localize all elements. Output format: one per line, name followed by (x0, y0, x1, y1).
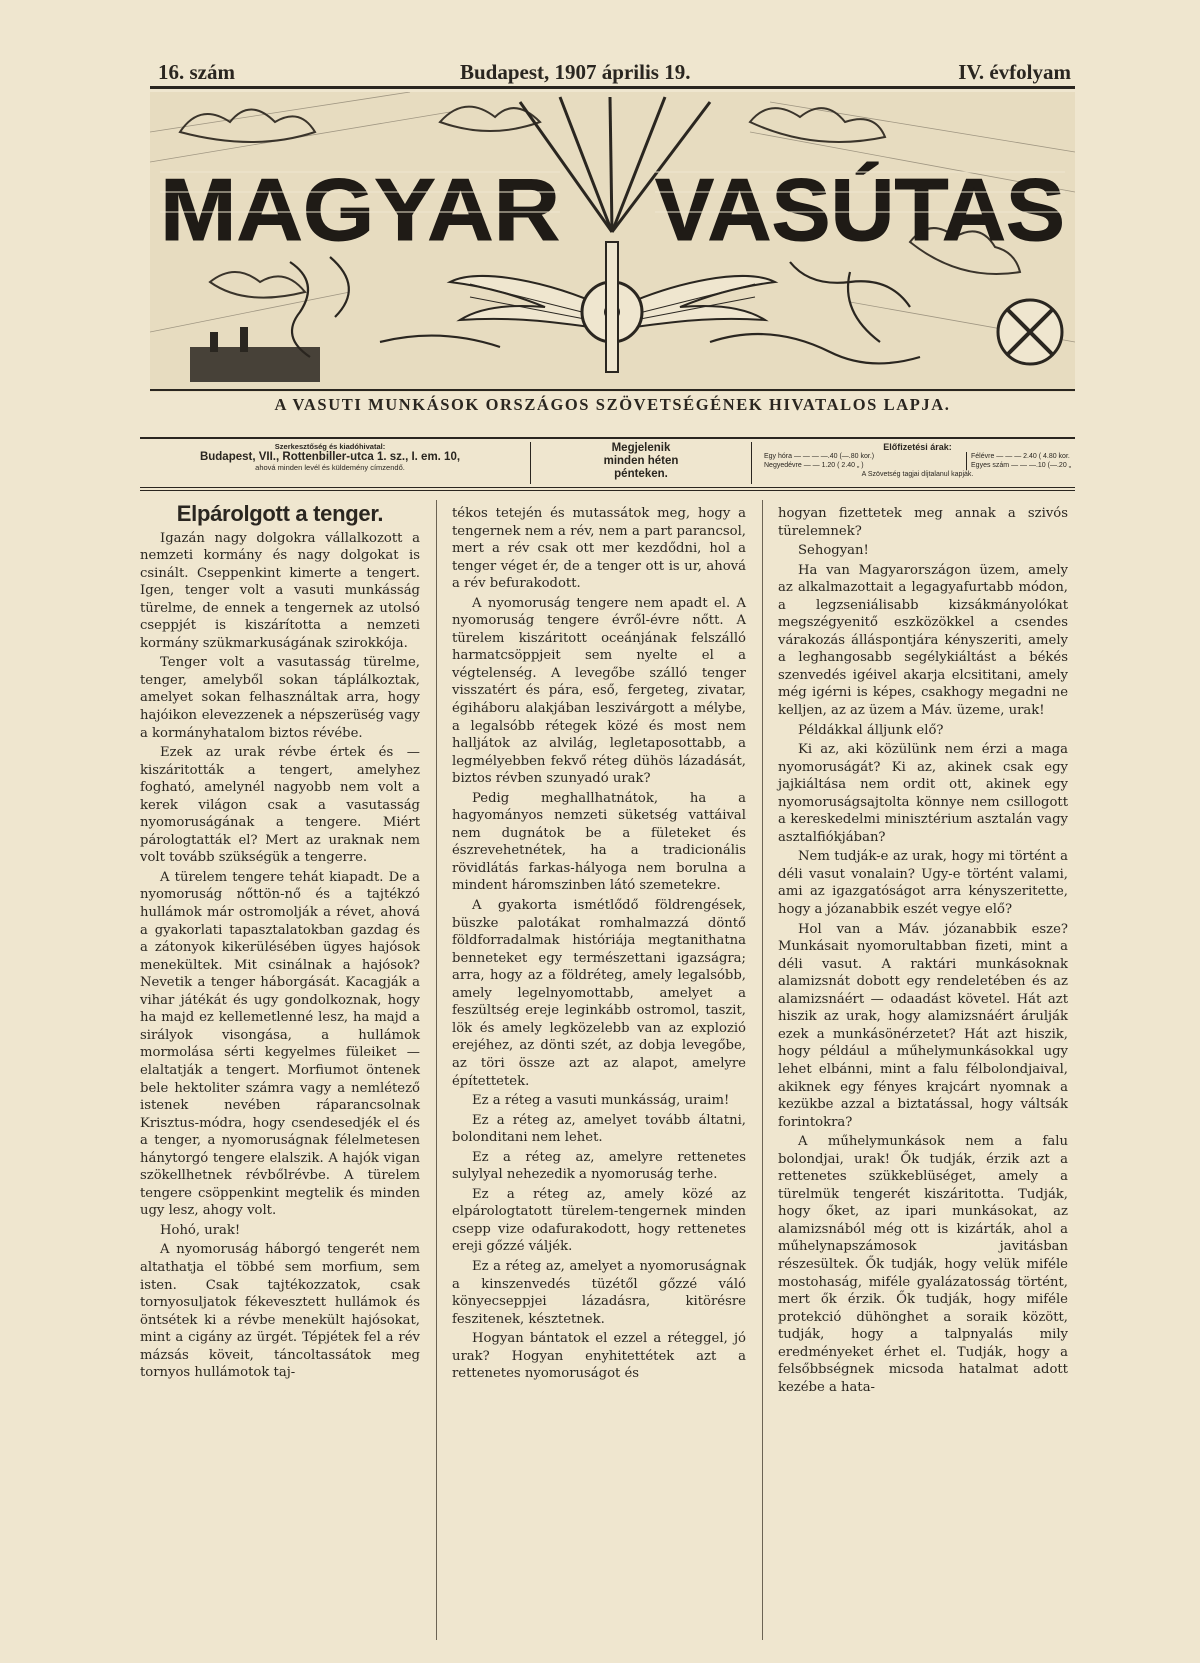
paragraph: Ezek az urak révbe értek és — kiszáritották a tengert, amelyhez fogható, amelynél nagyobb nem volt a kerek világon csak a vasutasság nyomoruságának a tengere. Miért párologtatták el? Mert az uraknak nem volt tovább szükségük a tengerre. (140, 745, 420, 866)
address-note: ahová minden levél és küldemény címzendő. (255, 463, 405, 472)
appears-line-2: minden héten (603, 455, 679, 467)
paragraph: Nem tudják-e az urak, hogy mi történt a déli vasut vonalain? Ugy-e történt valami, ami az igazgatóságot arra kényszeritette, hogy a józanabbik eszét vegye elő? (778, 849, 1068, 918)
prices-note: A Szövetség tagjai díjtalanul kapják. (861, 471, 974, 478)
paragraph: Tenger volt a vasutasság türelme, tenger, amelyből sokan táplálkoztak, amelyet sokan felhasználtak arra, hogy hajóikon elevezzenek a népszerüség vagy a kormányhatalom biztos révébe. (140, 655, 420, 741)
paragraph: Ez a réteg az, amely közé az elpárologtatott türelem-tengernek minden csepp vize odafurakodott, hogy rettenetes ereji gőzzé váljék. (452, 1186, 746, 1255)
article-title: Elpárolgott a tenger. (176, 501, 384, 526)
subscription-prices (760, 442, 1075, 479)
issue-header-line (150, 60, 1075, 89)
paragraph: Ha van Magyarországon üzem, amely az alkalmazottait a legagyafurtabb módon, a legzseniálisabb kizsákmányolókat megszégyenitő eszközökkel a csendes várakozás álláspontjára kényszeriti, amely a leghangosabb segélykiáltást a békés szenvedés igéivel akarja elcsititani, amely még igérni is képes, csakhogy megadni ne kelljen, az az üzem a Máv. üzeme, urak! (778, 562, 1068, 719)
article-column-2 (452, 505, 746, 1385)
paragraph: tékos tetején és mutassátok meg, hogy a tengernek nem a rév, nem a part parancsol, mert a rév csak ott mer kezdődni, hol a tenger véget ér, de a tenger ott is ur, ahová a rév befurakodott. (452, 506, 746, 592)
masthead-title-left: MAGYAR (160, 160, 560, 259)
price-half-year: Félévre — — — 2.40 ( 4.80 kor. (971, 453, 1070, 460)
paragraph: A gyakorta ismétlődő földrengések, büszke palotákat romhalmazzá döntő földforradalmak históriája megtanithatna benneteket egy természettani igazságra; arra, hogy az a földréteg, amely legalsóbb, amely legelnyomottabb, amelyet a feszültség ereje leginkább ostromol, taszit, lök és amely legközelebb van az explozió erejéhez, az dönti szét, az dobja levegőbe, az töri össze azt az alapot, amelyre építettetek. (452, 898, 746, 1089)
masthead-artwork (150, 92, 1075, 392)
paragraph: Ki az, aki közülünk nem érzi a maga nyomoruságát? Ki az, akinek csak egy jajkiáltása nem ordit ott, akinek egy nyomoruságsajtolta könnye nem csillogott a kereskedelmi minisztérium asztalán vagy asztalfiókjában? (778, 742, 1068, 845)
price-single: Egyes szám — — —.10 (—.20 „ (971, 462, 1071, 469)
paragraph: A türelem tengere tehát kiapadt. De a nyomoruság nőttön-nő és a tajtékzó hullámok már ostromolják a révet, ahová a gyakorlati tapasztalatokban gazdag és a zátonyok kikerülésében ügyes hajósok menekültek. Mit csinálnak a hajósok? Nevetik a tenger háborgását. Kacagják a vihar játékát és ugy gondolkoznak, hogy ha majd ez kellemetlenné lesz, ha majd a sirályok visongása, a hullámok mormolása sérti kegyelmes füleiket — elaltatják a tengert. Morfiumot öntenek bele hektoliter számra vagy a nemlétező istenek nevében ráparancsolnak Krisztus-módra, hogy csendesedjék el és a tenger, a nyomoruságnak félelmetesen hánytorgó tengere elalszik. A hajók vigan szökellhetnek révbőlrévbe. A türelem tengere csöppenkint megtelik és minden ugy lesz, ahogy volt. (140, 869, 420, 1219)
paragraph: Példákkal álljunk elő? (798, 722, 944, 738)
paragraph: hogyan fizettetek meg annak a szivós türelemnek? (778, 506, 1068, 539)
appears-line-1: Megjelenik (611, 442, 671, 454)
masthead-subtitle: A VASUTI MUNKÁSOK ORSZÁGOS SZÖVETSÉGÉNEK HIVATALOS LAPJA. (274, 395, 951, 414)
paragraph: Igazán nagy dolgokra vállalkozott a nemzeti kormány és nagy dolgokat is csinált. Cseppenkint kimerte a tengert. Igen, tenger volt a vasuti munkásság türelme, de ennek a tengernek az utolsó cseppjét is kiszárította a nemzeti kormány szükmarkuságának szirokkója. (140, 530, 420, 651)
paragraph: Hohó, urak! (160, 1222, 241, 1238)
paragraph: Hogyan bántatok el ezzel a réteggel, jó urak? Hogyan enyhitettétek azt a rettenetes nyomoruságot és (452, 1331, 746, 1382)
publication-schedule (530, 442, 752, 484)
paragraph: Sehogyan! (798, 543, 869, 559)
paragraph: A nyomoruság tengere nem apadt el. A nyomoruság tengere évről-évre nőtt. A türelem kiszáritott oceánjának felszálló harmatcsöppjeit sem nyelte el a végtelenség. A levegőbe szálló tenger visszatért és pára, eső, fergeteg, zivatar, égiháboru alakjában leszivárgott a mélybe, a legalsóbb rétegek közé és most nem halljátok az alvilág, legletaposottabb, a legmélyebben fekvő réteg dühös lázadását, biztos révben szunyadó urak? (452, 595, 746, 787)
price-month: Egy hóra — — — —.40 (—.80 kor.) (764, 453, 875, 460)
editorial-label: Szerkesztőség és kiadóhivatal: (274, 442, 386, 451)
editorial-info (140, 442, 520, 472)
issue-number: 16. szám (158, 60, 235, 84)
paragraph: A műhelymunkások nem a falu bolondjai, urak! Ők tudják, érzik azt a rettenetes szükkeblüséget, amely a türelmük tengerét kiszáritotta. Tudják, hogy őket, az ipari munkásokat, az alamizsnából még ott is kizárták, ahol a műhelynapszámosok javitásban részesültek. Ők tudják, hogy velük miféle mostohaság, miféle gyalázatosság történt, mert ők érzik. Ők tudják, hogy miféle protekció dühönghet a soraik között, tudják, hogy a talpnyalás mily eredményeket érhet el. Tudják, hogy a felsőbbségnek micsoda hatalmat adott kezébe a hata- (778, 1134, 1068, 1395)
dateline: Budapest, 1907 április 19. (460, 60, 691, 84)
volume-number: IV. évfolyam (958, 60, 1071, 84)
paragraph: Hol van a Máv. józanabbik esze? Munkásait nyomorultabban fizeti, mint a déli vasut. A raktári munkásoknak alamizsnát dobott egy rendeletében és az alamizsnáért — odaadást követel. Hát azt hiszik az urak, hogy alamizsnáért árulják ezek a munkásönérzetet? Hát azt hiszik, hogy például a műhelymunkásokkal ugy lehet elbánni, mint a falu félbolondjaival, akiknek egy fényes krajcárt nyomnak a kezükbe azzal a biztatással, hogy váltsák forintokra? (778, 921, 1068, 1130)
column-rule (436, 500, 437, 1640)
prices-label: Előfizetési árak: (883, 442, 952, 452)
masthead-title-right: VASÚTAS (655, 160, 1065, 259)
paragraph: Ez a réteg az, amelyre rettenetes sulylyal nehezedik a nyomoruság terhe. (452, 1149, 746, 1183)
paragraph: Ez a réteg az, amelyet a nyomoruságnak a kinszenvedés tüzétől gőzzé váló könyecseppjei lázadásra, kitörésre feszitenek, késztetnek. (452, 1258, 746, 1327)
article-column-3 (778, 505, 1068, 1398)
editorial-address: Budapest, VII., Rottenbiller-utca 1. sz., I. em. 10, (199, 451, 461, 463)
paragraph: Ez a réteg az, amelyet tovább áltatni, bolonditani nem lehet. (452, 1112, 746, 1146)
masthead-illustration (150, 92, 1075, 392)
info-bar (140, 437, 1075, 491)
paragraph: Pedig meghallhatnátok, ha a hagyományos nemzeti süketség vattáival nem dugnátok be a fületeket és észrevehetnétek, ha a tradicionális rövidlátás farkas-hályoga nem borulna a mindent háromszinben látó szemetekre. (452, 790, 746, 894)
paragraph: A nyomoruság háborgó tengerét nem altathatja el többé sem morfium, sem isten. Csak tajtékozzatok, csak tornyosuljatok fékevesztett hullámok és öntsétek ki a révbe menekült hajósokat, mint a cigány az ürgét. Tépjétek fel a rév mázsás köveit, táncoltassátok meg tornyos hullámotok taj- (140, 1242, 420, 1381)
column-rule (762, 500, 763, 1640)
article-column-1 (140, 501, 420, 1384)
appears-line-3: pénteken. (614, 468, 668, 480)
paragraph: Ez a réteg a vasuti munkásság, uraim! (472, 1093, 730, 1109)
price-quarter: Negyedévre — — 1.20 ( 2.40 „ ) (764, 462, 864, 469)
